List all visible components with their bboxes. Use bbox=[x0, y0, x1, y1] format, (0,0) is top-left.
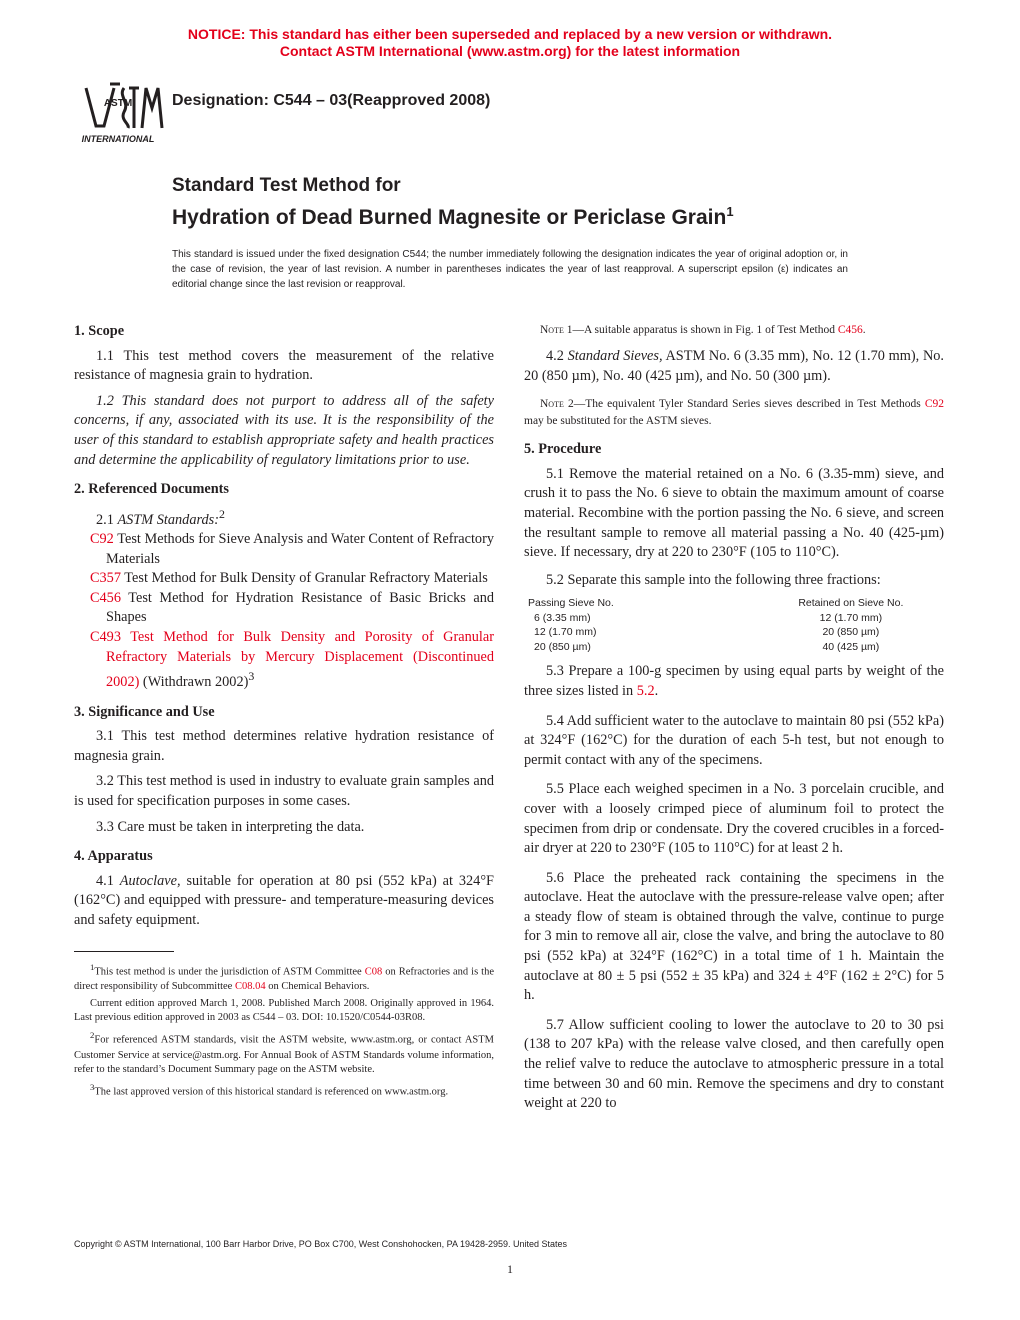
procedure-5-6: 5.6 Place the preheated rack containing the specimens in the autoclave. Heat the autoclave with the pressure-release valve open; after a steady flow of steam is obtained through the valve, continue to purge for 3 min to remove all air, close the valve, and bring the autoclave to 80 psi (552 kPa) at 324°F (162°C) in a total time of 1 h. Maintain the autoclave at 80 ± 5 psi (552 ± 35 kPa) and 324 ± 4°F (162 ± 2°C) for 5 h. bbox=[524, 869, 944, 1004]
procedure-5-3 bbox=[524, 662, 944, 701]
ref-c493-footnote-marker: 3 bbox=[248, 669, 255, 684]
procedure-5-5: 5.5 Place each weighed specimen in a No. 3 porcelain crucible, and cover with a loosely crimped piece of aluminum foil to protect the specimen from drip or condensate. Dry the covered crucibles in a forced-air dryer at 220 to 230°F (105 to 110°C) for at least 2 h. bbox=[524, 781, 944, 857]
ref-c456-link[interactable]: C456 bbox=[90, 589, 121, 606]
table-cell-retained: 40 (425 µm) bbox=[822, 640, 880, 653]
note-2-link-c92[interactable]: C92 bbox=[924, 398, 945, 411]
title-line-2 bbox=[172, 198, 734, 231]
astm-logo-lettering: ASTM bbox=[103, 98, 133, 109]
title-line-1: Standard Test Method for bbox=[172, 175, 401, 196]
section-apparatus-heading: 4. Apparatus bbox=[74, 848, 153, 865]
ref-c493-withdrawn: (Withdrawn 2002) bbox=[139, 674, 249, 691]
ref-c357 bbox=[74, 569, 494, 589]
apparatus-4-1-text: suitable for operation at 80 psi (552 kPa) at 324°F (162°C) and equipped with pressure- and temperature-measuring devices and safety equipment. bbox=[74, 872, 494, 928]
footnote-1-text-c: on Chemical Behaviors. bbox=[265, 980, 370, 992]
procedure-5-3-link[interactable]: 5.2 bbox=[636, 682, 655, 699]
note-1 bbox=[524, 322, 944, 339]
table-cell-passing: 6 (3.35 mm) bbox=[534, 611, 591, 624]
section-referenced-documents-heading: 2. Referenced Documents bbox=[74, 481, 229, 498]
ref-c92-title: Test Methods for Sieve Analysis and Water Content of Refractory Materials bbox=[106, 531, 494, 567]
sieves-4-2-term: Standard Sieves, bbox=[567, 348, 663, 364]
note-1-end: . bbox=[862, 324, 866, 336]
sieve-fractions-table bbox=[524, 596, 944, 654]
note-1-label: Note 1 bbox=[540, 324, 573, 336]
astm-standards-number: 2.1 bbox=[96, 511, 118, 528]
ref-c357-link[interactable]: C357 bbox=[90, 570, 121, 587]
table-row bbox=[524, 611, 944, 626]
apparatus-4-1-number: 4.1 bbox=[96, 872, 120, 889]
footnote-1-link-c08[interactable]: C08 bbox=[364, 966, 383, 978]
significance-3-1: 3.1 This test method determines relative hydration resistance of magnesia grain. bbox=[74, 728, 494, 764]
table-cell-passing: 20 (850 µm) bbox=[534, 640, 591, 653]
table-cell-passing: 12 (1.70 mm) bbox=[534, 626, 597, 639]
scope-1-2: 1.2 This standard does not purport to address all of the safety concerns, if any, associated with its use. It is the responsibility of the user of this standard to establish appropriate safety and health practices and determine the applicability of regulatory limitations prior to use. bbox=[74, 392, 494, 468]
astm-standards-footnote-marker: 2 bbox=[219, 506, 225, 521]
footnote-2-text: For referenced ASTM standards, visit the ASTM website, www.astm.org, or contact ASTM Customer Service at service@astm.org. For Annual Book of ASTM Standards volume information, refer to the standard’s Document Summary page on the ASTM website. bbox=[74, 1034, 494, 1076]
copyright-line: Copyright © ASTM International, 100 Barr Harbor Drive, PO Box C700, West Conshohocken, PA 19428-2959. United States bbox=[74, 1239, 568, 1249]
procedure-5-1: 5.1 Remove the material retained on a No. 6 (3.35-mm) sieve, and crush it to pass the No. 6 sieve to obtain the maximum amount of coarse material. Recombine with the portion passing the No. 6 sieve, and screen the resultant sample to remove all material passing a No. 40 (425-µm) sieve. If necessary, dry at 220 to 230°F (105 to 110°C). bbox=[524, 465, 944, 561]
apparatus-4-1 bbox=[74, 872, 494, 931]
sieves-4-2 bbox=[524, 347, 944, 386]
table-header-passing: Passing Sieve No. bbox=[528, 597, 614, 610]
ref-c456 bbox=[74, 589, 494, 628]
table-cell-retained: 12 (1.70 mm) bbox=[819, 611, 883, 624]
document-title bbox=[172, 174, 734, 231]
footnote-1-text-b: on Refractories and is the direct responsibility of Subcommittee bbox=[74, 966, 494, 992]
procedure-5-7: 5.7 Allow sufficient cooling to lower the autoclave to 20 to 30 psi (138 to 207 kPa) with the release valve closed, and then carefully open the relief valve to reduce the autoclave to atmospheric pressure in a total time between 30 and 60 min. Remove the specimens and dry to constant weight at 220 to bbox=[524, 1016, 944, 1112]
issuance-statement: This standard is issued under the fixed designation C544; the number immediately following the designation indicates the year of original adoption or, in the case of revision, the year of last revision. A number in parentheses indicates the year of last reapproval. A superscript epsilon (ε) indicates an editorial change since the last revision or reapproval. bbox=[172, 249, 848, 290]
astm-standards-title: ASTM Standards: bbox=[117, 511, 219, 528]
procedure-5-3-end: . bbox=[654, 682, 659, 699]
significance-3-2: 3.2 This test method is used in industry to evaluate grain samples and is used for specification purposes in some cases. bbox=[74, 773, 494, 809]
section-significance-heading: 3. Significance and Use bbox=[74, 703, 215, 720]
footnote-1-marker: 1 bbox=[90, 961, 95, 972]
left-column bbox=[74, 322, 494, 1102]
notice-line-2: Contact ASTM International (www.astm.org) for the latest information bbox=[279, 43, 741, 59]
right-column bbox=[524, 322, 944, 1120]
note-2-text: —The equivalent Tyler Standard Series sieves described in Test Methods bbox=[573, 398, 925, 411]
table-row bbox=[524, 625, 944, 640]
procedure-5-3-text: 5.3 Prepare a 100-g specimen by using equal parts by weight of the three sizes listed in bbox=[524, 663, 944, 699]
ref-c456-title: Test Method for Hydration Resistance of Basic Bricks and Shapes bbox=[106, 589, 494, 626]
table-row bbox=[524, 640, 944, 655]
note-1-text: —A suitable apparatus is shown in Fig. 1 of Test Method bbox=[572, 324, 838, 336]
footnote-3-marker: 3 bbox=[90, 1082, 95, 1093]
apparatus-4-1-term: Autoclave, bbox=[119, 872, 181, 889]
title-footnote-marker: 1 bbox=[726, 204, 734, 219]
scope-1-1: 1.1 This test method covers the measurement of the relative resistance of magnesia grain to hydration. bbox=[74, 347, 494, 384]
astm-standards-label bbox=[74, 505, 494, 530]
footnote-1-edition: Current edition approved March 1, 2008. Published March 2008. Originally approved in 1964. Last previous edition approved in 2003 as C544 – 03. DOI: 10.1520/C0544-03R08. bbox=[74, 997, 494, 1024]
procedure-5-4: 5.4 Add sufficient water to the autoclave to maintain 80 psi (552 kPa) at 324°F (162°C) for the duration of each 5-h test, but not enough to permit contact with any of the specimens. bbox=[524, 712, 944, 768]
significance-3-3: 3.3 Care must be taken in interpreting the data. bbox=[96, 818, 365, 835]
footnote-2-marker: 2 bbox=[90, 1030, 95, 1041]
astm-logo-caption: INTERNATIONAL bbox=[81, 134, 155, 144]
sieves-4-2-number: 4.2 bbox=[546, 348, 568, 364]
section-scope-heading: 1. Scope bbox=[74, 323, 125, 339]
note-2-end: may be substituted for the ASTM sieves. bbox=[524, 415, 712, 428]
ref-c357-title: Test Method for Bulk Density of Granular Refractory Materials bbox=[120, 570, 488, 587]
table-header-retained: Retained on Sieve No. bbox=[798, 597, 904, 610]
footnote-2 bbox=[74, 1028, 494, 1078]
procedure-5-2: 5.2 Separate this sample into the following three fractions: bbox=[546, 571, 881, 588]
ref-c92 bbox=[74, 530, 494, 569]
page-number: 1 bbox=[507, 1262, 513, 1276]
note-1-link-c456[interactable]: C456 bbox=[837, 324, 863, 336]
table-cell-retained: 20 (850 µm) bbox=[822, 626, 880, 639]
title-line-2-text: Hydration of Dead Burned Magnesite or Periclase Grain bbox=[172, 206, 727, 229]
ref-c493-link[interactable]: C493 bbox=[90, 629, 121, 646]
footnote-1-link-c0804[interactable]: C08.04 bbox=[234, 980, 266, 992]
section-procedure-heading: 5. Procedure bbox=[524, 441, 602, 458]
ref-c92-link[interactable]: C92 bbox=[90, 531, 114, 548]
astm-logo bbox=[74, 78, 164, 146]
note-2 bbox=[524, 396, 944, 430]
ref-c493 bbox=[74, 628, 494, 693]
sieves-4-2-text: ASTM No. 6 (3.35 mm), No. 12 (1.70 mm), No. 20 (850 µm), No. 40 (425 µm), and No. 50 (300 µm). bbox=[524, 348, 945, 384]
designation: Designation: C544 – 03(Reapproved 2008) bbox=[172, 92, 491, 109]
table-header-row bbox=[524, 596, 944, 611]
footnote-3-text: The last approved version of this historical standard is referenced on www.astm.org. bbox=[94, 1086, 449, 1098]
ref-c493-title[interactable]: Test Method for Bulk Density and Porosity of Granular Refractory Materials by Mercury Displacement (Discontinued 2002) bbox=[106, 629, 494, 691]
footnote-1-text-a: This test method is under the jurisdiction of ASTM Committee bbox=[94, 966, 365, 978]
footnote-3 bbox=[74, 1080, 494, 1100]
note-2-label: Note 2 bbox=[540, 398, 574, 411]
footnote-1 bbox=[74, 960, 494, 995]
notice-line-1: NOTICE: This standard has either been superseded and replaced by a new version or withdrawn. bbox=[187, 26, 833, 42]
footnote-divider bbox=[74, 951, 174, 952]
withdrawal-notice bbox=[0, 26, 1020, 60]
